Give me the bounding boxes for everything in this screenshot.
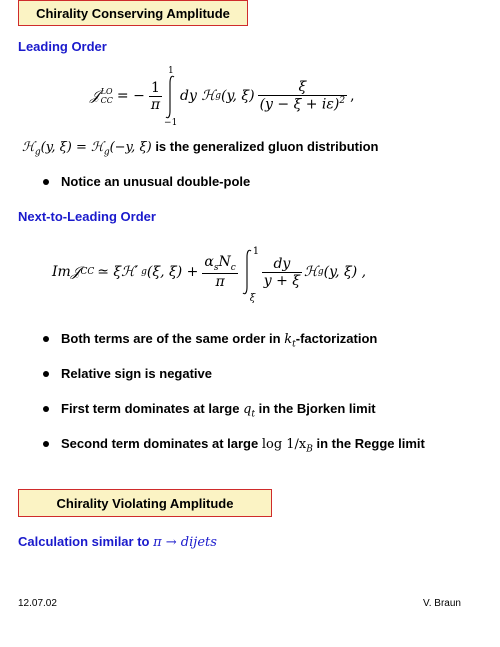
bullet-first-term: First term dominates at large $q_t$ in the Bjorken limit [61, 401, 376, 420]
eq1-integral: 1 −1 [164, 66, 178, 128]
section-header-chirality-conserving: Chirality Conserving Amplitude [18, 0, 248, 26]
line-gluon-distribution: ℋ$_g$(y, ξ) = ℋ$_g$(−y, ξ) is the generalized gluon distribution [22, 139, 379, 158]
eq1-frac-xi: $\frac{\xi}{(y - \xi + i\varepsilon)^2}$ [259, 79, 346, 113]
eq1-integrand: dy ℋ [180, 88, 216, 104]
bullet-dot [43, 406, 49, 412]
eq1-frac-1-over-pi: $\frac{1}{\pi}$ [150, 79, 161, 113]
bullet-dot [43, 441, 49, 447]
footer-author: V. Braun [423, 598, 461, 609]
bullet-dot [43, 179, 49, 185]
subsection-nlo: Next-to-Leading Order [18, 209, 156, 224]
eq1-eq-sign: = − [116, 88, 145, 104]
eq2-integral: 1 ξ [241, 242, 259, 302]
integral-sign [164, 75, 178, 119]
equation-nlo: Im𝒥 CC ≃ ξℋ′ g (ξ, ξ) + $\frac{\alpha_sN_c}{\pi}$ 1 ξ $\frac{dy}{y + \xi}$ ℋ g (y, ξ) , [52, 242, 366, 302]
section-header-chirality-violating: Chirality Violating Amplitude [18, 489, 272, 517]
bullet-dot [43, 371, 49, 377]
equation-leading-order: 𝒥 LO CC = − $\frac{1}{\pi}$ 1 −1 dy ℋ g (y, ξ) $\frac{\xi}{(y - \xi + i\varepsilon)^2}$ , [90, 66, 355, 128]
bullet-second-term: Second term dominates at large $\log 1/x_B$ in the Regge limit [61, 436, 425, 455]
subsection-leading-order: Leading Order [18, 39, 107, 54]
bullet-dot [43, 336, 49, 342]
bullet-relative-sign: Relative sign is negative [61, 366, 213, 381]
footer-date: 12.07.02 [18, 598, 57, 609]
bullet-double-pole: Notice an unusual double-pole [61, 174, 251, 189]
eq1-lhs: 𝒥 LO CC [90, 87, 113, 105]
calculation-line: Calculation similar to π → dijets [18, 534, 217, 550]
bullet-same-order: Both terms are of the same order in $k_t$-factorization [61, 331, 378, 350]
eq2-frac-alpha: $\frac{\alpha_sN_c}{\pi}$ [204, 254, 236, 290]
eq2-frac-dy: $\frac{dy}{y + \xi}$ [263, 255, 301, 289]
